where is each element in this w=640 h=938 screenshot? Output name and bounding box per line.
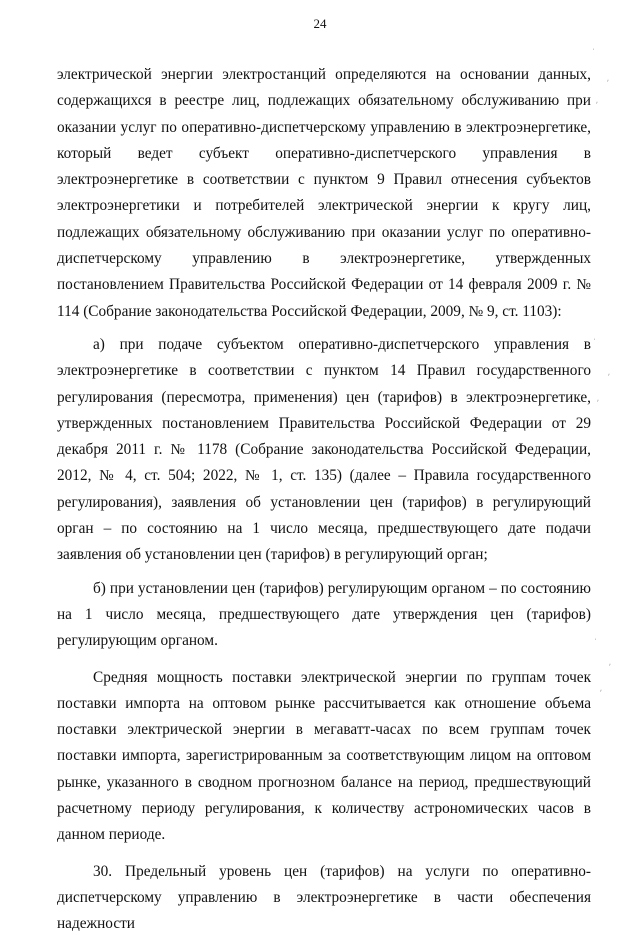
scan-speck: ʹ	[608, 372, 610, 382]
scan-speck: ʹ	[609, 662, 611, 672]
scan-speck: ˌ	[594, 630, 597, 640]
document-body	[57, 62, 591, 938]
page-number: 24	[313, 16, 327, 31]
scan-speck: ˌ	[592, 40, 595, 50]
paragraph-continuation: электрической энергии электростанций определяются на основании данных, содержащихся в реестре лиц, подлежащих обязательному обслуживанию при оказании услуг по оперативно-диспетчерскому управлению в электроэнергетике, который ведет субъект оперативно-диспетчерского управления в электроэнергетике в соответствии с пунктом 9 Правил отнесения субъектов электроэнергетики и потребителей электрической энергии к кругу лиц, подлежащих обязательному обслуживанию при оказании услуг по оперативно-диспетчерскому управлению в электроэнергетике, утвержденных постановлением Правительства Российской Федерации от 14 февраля 2009 г. № 114 (Собрание законодательства Российской Федерации, 2009, № 9, ст. 1103):	[57, 66, 591, 320]
scan-speck: ˌ	[593, 330, 596, 340]
paragraph-item-b: б) при установлении цен (тарифов) регулирующим органом – по состоянию на 1 число месяца, предшествующего дате утверждения цен (тарифов) регулирующим органом.	[57, 579, 591, 650]
scan-speck: ʹ	[596, 100, 598, 110]
paragraph-clause-30: 30. Предельный уровень цен (тарифов) на услуги по оперативно-диспетчерскому управлению в электроэнергетике в части обеспечения надежности	[57, 862, 591, 933]
scan-speck: ʹ	[607, 78, 609, 88]
paragraph-average-capacity: Средняя мощность поставки электрической энергии по группам точек поставки импорта на оптовом рынке рассчитывается как отношение объема поставки электрической энергии в мегаватт-часах по всем группам точек поставки импорта, зарегистрированным за соответствующим лицом на оптовом рынке, указанного в сводном прогнозном балансе на период, предшествующий расчетному периоду регулирования, к количеству астрономических часов в данном периоде.	[57, 668, 591, 844]
scan-speck: ʹ	[597, 398, 599, 408]
scan-speck: ʹ	[600, 688, 602, 698]
paragraph-item-a: а) при подаче субъектом оперативно-диспетчерского управления в электроэнергетике в соответствии с пунктом 14 Правил государственного регулирования (пересмотра, применения) цен (тарифов) в электроэнергетике, утвержденных постановлением Правительства Российской Федерации от 29 декабря 2011 г. № 1178 (Собрание законодательства Российской Федерации, 2012, № 4, ст. 504; 2022, № 1, ст. 135) (далее – Правила государственного регулирования), заявления об установлении цен (тарифов) в регулирующий орган – по состоянию на 1 число месяца, предшествующего дате подачи заявления об установлении цен (тарифов) в регулирующий орган;	[57, 335, 591, 564]
